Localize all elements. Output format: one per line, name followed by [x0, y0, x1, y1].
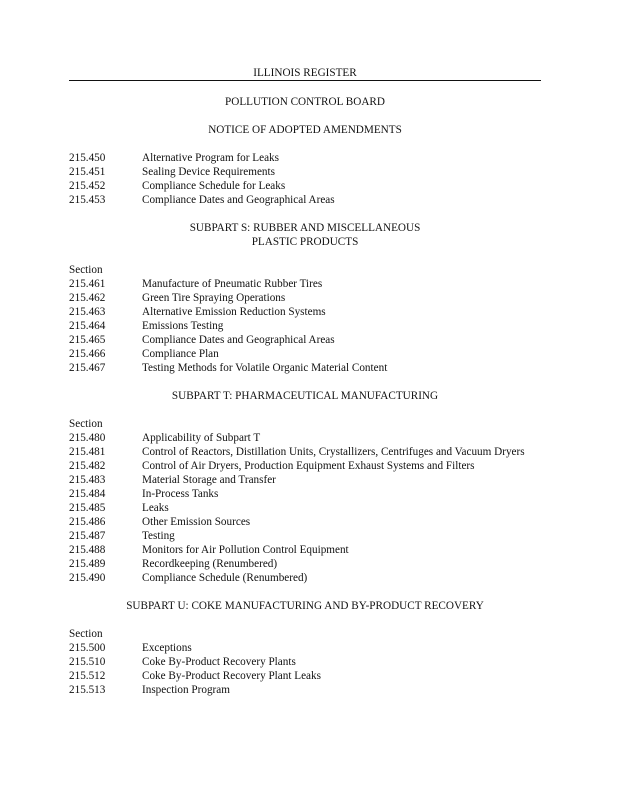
section-row	[69, 543, 541, 557]
section-title: Compliance Schedule for Leaks	[142, 180, 286, 192]
section-title: Coke By-Product Recovery Plants	[142, 656, 296, 668]
section-title: Control of Air Dryers, Production Equipment Exhaust Systems and Filters	[142, 460, 475, 472]
section-row	[69, 529, 541, 543]
section-title: Leaks	[142, 502, 169, 514]
agency-title: POLLUTION CONTROL BOARD	[225, 96, 385, 108]
section-title: Testing Methods for Volatile Organic Material Content	[142, 362, 388, 374]
section-row	[69, 179, 541, 193]
section-row	[69, 473, 541, 487]
section-row	[69, 683, 541, 697]
section-title: Alternative Program for Leaks	[142, 152, 279, 164]
section-label: Section	[69, 628, 103, 640]
section-row	[69, 501, 541, 515]
section-title: Recordkeeping (Renumbered)	[142, 558, 278, 570]
section-title: Inspection Program	[142, 684, 230, 696]
section-row	[69, 151, 541, 165]
section-number: 215.485	[69, 502, 106, 514]
intro-section-list	[69, 151, 541, 207]
subpart-u-heading: SUBPART U: COKE MANUFACTURING AND BY-PRODUCT RECOVERY	[126, 600, 484, 612]
section-number: 215.452	[69, 180, 106, 192]
section-number: 215.484	[69, 488, 106, 500]
section-title: Compliance Dates and Geographical Areas	[142, 334, 335, 346]
section-number: 215.490	[69, 572, 106, 584]
register-page	[69, 66, 541, 697]
subpart-s-section-list	[69, 277, 541, 375]
section-number: 215.487	[69, 530, 106, 542]
section-row	[69, 361, 541, 375]
section-row	[69, 193, 541, 207]
section-row	[69, 277, 541, 291]
section-number: 215.489	[69, 558, 106, 570]
section-number: 215.512	[69, 670, 106, 682]
section-number: 215.463	[69, 306, 106, 318]
section-row	[69, 459, 541, 473]
section-row	[69, 655, 541, 669]
section-row	[69, 333, 541, 347]
section-row	[69, 571, 541, 585]
section-number: 215.464	[69, 320, 106, 332]
section-number: 215.466	[69, 348, 106, 360]
subpart-s-heading-continued: PLASTIC PRODUCTS	[251, 236, 359, 248]
section-row	[69, 431, 541, 445]
subpart-s-heading: SUBPART S: RUBBER AND MISCELLANEOUS	[189, 222, 421, 234]
section-number: 215.513	[69, 684, 106, 696]
section-row	[69, 319, 541, 333]
section-number: 215.480	[69, 432, 106, 444]
section-number: 215.453	[69, 194, 106, 206]
section-number: 215.483	[69, 474, 106, 486]
section-title: Compliance Dates and Geographical Areas	[142, 194, 335, 206]
section-number: 215.467	[69, 362, 106, 374]
section-row	[69, 347, 541, 361]
section-title: Compliance Schedule (Renumbered)	[142, 572, 308, 584]
section-title: Monitors for Air Pollution Control Equipment	[142, 544, 349, 556]
section-row	[69, 515, 541, 529]
subpart-t-heading: SUBPART T: PHARMACEUTICAL MANUFACTURING	[171, 390, 439, 402]
section-row	[69, 641, 541, 655]
section-title: Sealing Device Requirements	[142, 166, 275, 178]
section-title: Compliance Plan	[142, 348, 219, 360]
section-row	[69, 445, 541, 459]
section-number: 215.510	[69, 656, 106, 668]
section-row	[69, 305, 541, 319]
section-number: 215.500	[69, 642, 106, 654]
section-number: 215.462	[69, 292, 106, 304]
section-title: Manufacture of Pneumatic Rubber Tires	[142, 278, 323, 290]
section-number: 215.482	[69, 460, 106, 472]
section-row	[69, 487, 541, 501]
section-row	[69, 669, 541, 683]
section-title: Testing	[142, 530, 175, 542]
section-row	[69, 165, 541, 179]
register-header: ILLINOIS REGISTER	[69, 66, 541, 81]
section-number: 215.486	[69, 516, 106, 528]
section-number: 215.481	[69, 446, 106, 458]
section-label: Section	[69, 264, 103, 276]
section-title: Emissions Testing	[142, 320, 224, 332]
section-title: Applicability of Subpart T	[142, 432, 261, 444]
subpart-t-section-list	[69, 431, 541, 585]
section-title: Material Storage and Transfer	[142, 474, 276, 486]
notice-title: NOTICE OF ADOPTED AMENDMENTS	[208, 124, 402, 136]
section-title: Control of Reactors, Distillation Units, Crystallizers, Centrifuges and Vacuum Dryers	[142, 446, 525, 458]
section-title: Other Emission Sources	[142, 516, 251, 528]
section-row	[69, 557, 541, 571]
subpart-u-section-list	[69, 641, 541, 697]
section-number: 215.450	[69, 152, 106, 164]
section-number: 215.461	[69, 278, 106, 290]
section-title: In-Process Tanks	[142, 488, 219, 500]
section-title: Coke By-Product Recovery Plant Leaks	[142, 670, 321, 682]
section-title: Alternative Emission Reduction Systems	[142, 306, 326, 318]
section-number: 215.465	[69, 334, 106, 346]
section-number: 215.451	[69, 166, 106, 178]
section-number: 215.488	[69, 544, 106, 556]
section-title: Green Tire Spraying Operations	[142, 292, 286, 304]
section-label: Section	[69, 418, 103, 430]
section-title: Exceptions	[142, 642, 192, 654]
section-row	[69, 291, 541, 305]
